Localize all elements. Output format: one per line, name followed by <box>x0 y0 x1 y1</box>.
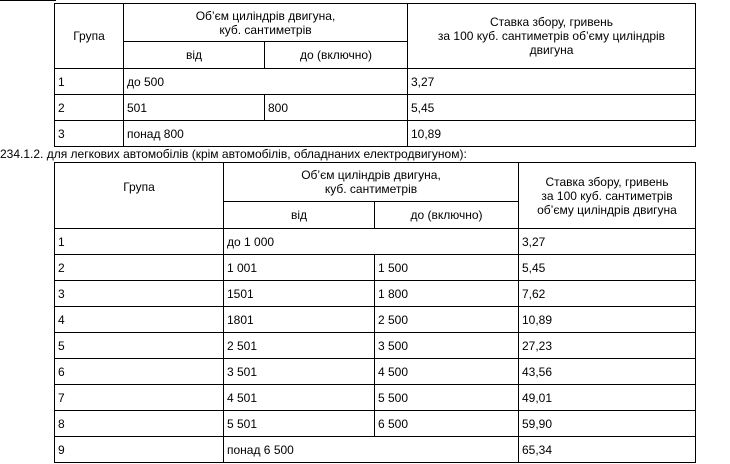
cell-rate: 59,90 <box>519 411 696 437</box>
cell-group: 3 <box>55 281 224 307</box>
cell-volume-from: 4 501 <box>224 385 375 411</box>
cell-group: 7 <box>55 385 224 411</box>
table-row <box>55 121 696 147</box>
cell-volume-from: 1801 <box>224 307 375 333</box>
cell-rate: 3,27 <box>519 229 696 255</box>
table-row <box>55 307 696 333</box>
header-group: Група <box>55 4 124 69</box>
cell-group: 2 <box>55 95 124 121</box>
table-row <box>55 229 696 255</box>
cell-rate: 10,89 <box>519 307 696 333</box>
cell-volume-to: 4 500 <box>375 359 519 385</box>
section-caption: 234.1.2. для легкових автомобілів (крім автомобілів, обладнаних електродвигуном): <box>0 147 467 161</box>
header-from: від <box>124 42 265 69</box>
header-to: до (включно) <box>375 202 519 229</box>
table-row <box>55 411 696 437</box>
cell-rate: 3,27 <box>408 69 696 95</box>
table-row <box>55 281 696 307</box>
cell-group: 8 <box>55 411 224 437</box>
cell-group: 6 <box>55 359 224 385</box>
table-row <box>55 95 696 121</box>
table-body <box>55 229 696 463</box>
header-rate: Ставка збору, гривень за 100 куб. сантиметрів об’єму циліндрів двигуна <box>519 163 696 229</box>
cell-group: 1 <box>55 229 224 255</box>
cell-volume-from: 501 <box>124 95 265 121</box>
cell-volume-to: 6 500 <box>375 411 519 437</box>
cell-volume-to: 1 500 <box>375 255 519 281</box>
cell-volume-to: 2 500 <box>375 307 519 333</box>
cell-volume-from: 3 501 <box>224 359 375 385</box>
cell-rate: 49,01 <box>519 385 696 411</box>
cell-rate: 5,45 <box>519 255 696 281</box>
cell-rate: 10,89 <box>408 121 696 147</box>
cell-group: 1 <box>55 69 124 95</box>
cell-rate: 43,56 <box>519 359 696 385</box>
cell-volume-from: 5 501 <box>224 411 375 437</box>
cell-group: 3 <box>55 121 124 147</box>
cell-volume-from: 2 501 <box>224 333 375 359</box>
cell-rate: 5,45 <box>408 95 696 121</box>
clipped-text-fragment <box>0 0 56 1</box>
cell-group: 9 <box>55 437 224 463</box>
cell-group: 2 <box>55 255 224 281</box>
cell-volume-from: 1501 <box>224 281 375 307</box>
rate-table-1 <box>54 3 696 147</box>
cell-volume-to: 5 500 <box>375 385 519 411</box>
cell-rate: 27,23 <box>519 333 696 359</box>
table-body <box>55 69 696 147</box>
cell-volume-from: понад 800 <box>124 121 408 147</box>
table-row <box>55 255 696 281</box>
header-rate: Ставка збору, гривень за 100 куб. сантиметрів об’єму циліндрів двигуна <box>408 4 696 69</box>
header-engine-volume: Об’єм циліндрів двигуна, куб. сантиметрів <box>124 4 408 42</box>
cell-rate: 7,62 <box>519 281 696 307</box>
cell-volume-to: 800 <box>265 95 408 121</box>
table-row <box>55 385 696 411</box>
table-row <box>55 333 696 359</box>
cell-volume-from: 1 001 <box>224 255 375 281</box>
cell-volume-to: 1 800 <box>375 281 519 307</box>
header-to: до (включно) <box>265 42 408 69</box>
header-group: Група <box>55 163 224 229</box>
header-engine-volume: Об’єм циліндрів двигуна, куб. сантиметрів <box>224 163 519 202</box>
cell-volume-from: понад 6 500 <box>224 437 519 463</box>
cell-volume-to: 3 500 <box>375 333 519 359</box>
header-from: від <box>224 202 375 229</box>
cell-group: 5 <box>55 333 224 359</box>
table-row <box>55 69 696 95</box>
table-row <box>55 437 696 463</box>
cell-volume-from: до 500 <box>124 69 408 95</box>
rate-table-2 <box>54 162 696 463</box>
cell-volume-from: до 1 000 <box>224 229 519 255</box>
cell-rate: 65,34 <box>519 437 696 463</box>
table-row <box>55 359 696 385</box>
cell-group: 4 <box>55 307 224 333</box>
